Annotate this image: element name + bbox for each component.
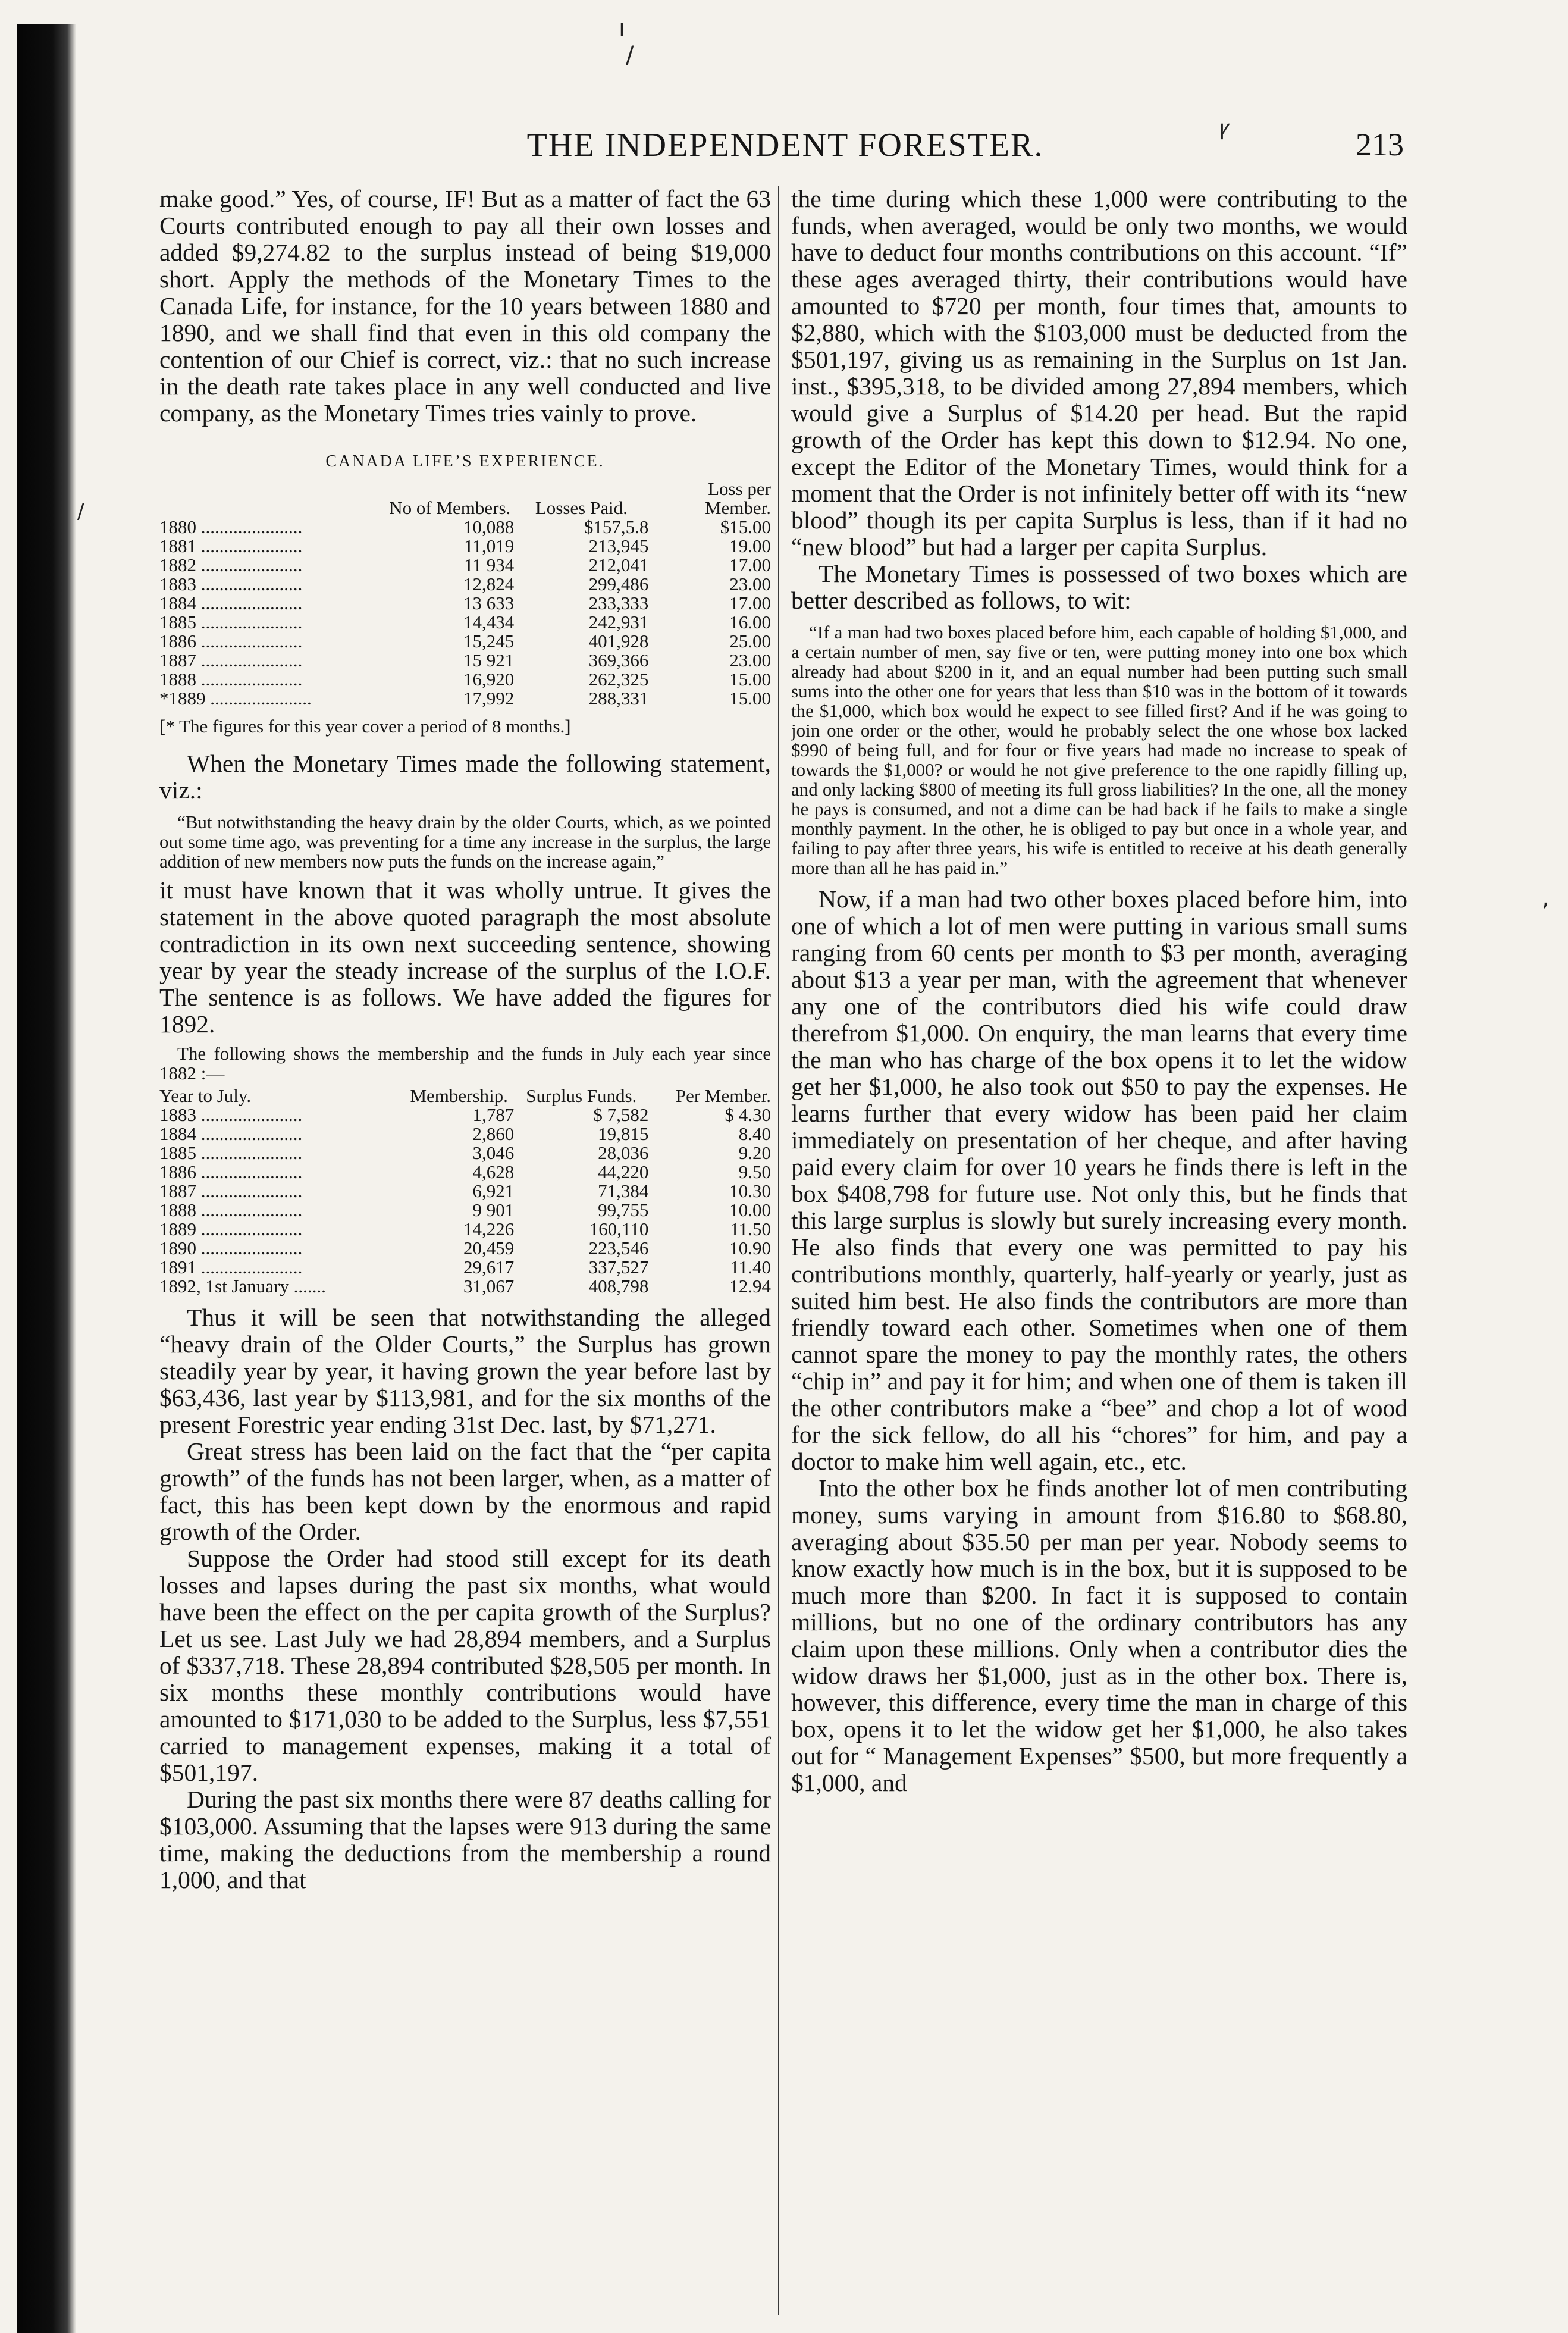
table-row [159, 670, 771, 689]
paragraph: Great stress has been laid on the fact that the “per capita growth” of the funds has not been larger, when, as a matter of fact, this has been kept down by the enormous and rapid growth of the Order. [159, 1438, 771, 1545]
table-cell: $157,5.8 [584, 516, 649, 537]
table-header: Surplus Funds. [526, 1085, 637, 1106]
membership-funds-table [159, 1086, 771, 1296]
margin-mark: ı [619, 14, 626, 42]
left-column [159, 186, 771, 1893]
table-cell: 369,366 [588, 650, 649, 671]
table-cell: 16.00 [729, 612, 771, 632]
table-row [159, 594, 771, 613]
table-cell: 11,019 [464, 536, 515, 556]
table-cell: 2,860 [472, 1123, 515, 1144]
table-header-row [159, 480, 771, 518]
table-cell: 1883 ...................... [159, 1106, 303, 1125]
table-cell: 17.00 [729, 555, 771, 575]
table-row [159, 1220, 771, 1239]
table-cell: 1882 ...................... [159, 556, 303, 575]
table-cell: 12.94 [729, 1276, 771, 1297]
table-cell: 14,226 [463, 1219, 515, 1239]
right-column [791, 186, 1407, 1796]
paragraph: Thus it will be seen that notwithstanding the alleged “heavy drain of the Older Courts,” the Surplus has grown steadily year by year, it having grown the year before last by $63,436, last year by $113,981, and for the six months of the present Forestric year ending 31st Dec. last, by $71,271. [159, 1304, 771, 1438]
table-cell: 14,434 [463, 612, 515, 632]
table-cell: 23.00 [729, 574, 771, 594]
table-cell: 1884 ...................... [159, 1125, 303, 1144]
table-cell: 1885 ...................... [159, 1144, 303, 1163]
table-cell: 15.00 [729, 669, 771, 690]
table-cell: 16,920 [463, 669, 515, 690]
table-header: Membership. [410, 1085, 508, 1106]
table-header: No of Members. [389, 497, 511, 518]
table-cell: 213,945 [588, 536, 649, 556]
table-cell: 10.90 [729, 1238, 771, 1258]
table-cell: 1889 ...................... [159, 1220, 303, 1239]
table-cell: 17,992 [463, 688, 515, 709]
table-row [159, 1163, 771, 1182]
table-cell: 223,546 [588, 1238, 649, 1258]
table-cell: 3,046 [472, 1142, 515, 1163]
table-footnote: [* The figures for this year cover a period of 8 months.] [159, 716, 571, 737]
table-header-row [159, 1086, 771, 1106]
block-quote: “But notwithstanding the heavy drain by the older Courts, which, as we pointed out some time ago, was preventing for a time any increase in the surplus, the large addition of new members now puts the funds on the increase again,” [159, 812, 771, 872]
table-header: Losses Paid. [535, 497, 628, 518]
table-cell: *1889 ...................... [159, 689, 312, 708]
table-cell: 15.00 [729, 688, 771, 709]
table-cell: 15,245 [463, 631, 515, 652]
block-quote: “If a man had two boxes placed before him, each capable of holding $1,000, and a certain number of men, say five or ten, were putting money into one box which already had about $200 in it, and an equal number had been putting such small sums into the other one for years that less than $10 was in the bottom of it towards the $1,000, which box would he expect to see filled first? And if he was going to join one order or the other, would he probably select the one whose box lacked $990 of being full, and for four or five years had made no increase to speak of towards the $1,000? or would he not give preference to the one rapidly filling up, and only lacking $800 of meeting its full gross liabilities? In the one, all the money he pays is consumed, and not a dime can be had back if he fails to make a single monthly payment. In the other, he is obliged to pay but once in a whole year, and failing to pay after three years, his wife is entitled to receive at his death generally more than all he has paid in.” [791, 622, 1407, 878]
table-cell: 233,333 [588, 593, 649, 613]
paragraph: make good.” Yes, of course, IF! But as a matter of fact the 63 Courts contributed enough to pay all their own losses and added $9,274.82 to the surplus instead of being $19,000 short. Apply the methods of the Monetary Times to the Canada Life, for instance, for the 10 years between 1880 and 1890, and we shall find that even in this old company the contention of our Chief is correct, viz.: that no such increase in the death rate takes place in any well conducted and live company, as the Monetary Times tries vainly to prove. [159, 185, 771, 427]
table-cell: 1886 ...................... [159, 632, 303, 651]
table-cell: 212,041 [588, 555, 649, 575]
column-rule [778, 186, 779, 2315]
margin-mark: , [1542, 884, 1550, 912]
table-cell: 12,824 [463, 574, 515, 594]
table-row [159, 1182, 771, 1201]
table-cell: 11.50 [730, 1219, 771, 1239]
canada-life-table [159, 480, 771, 708]
table-cell: 1888 ...................... [159, 670, 303, 689]
table-row [159, 1106, 771, 1125]
table-cell: 1884 ...................... [159, 594, 303, 613]
table-cell: $ 7,582 [593, 1104, 649, 1125]
table-cell: 19.00 [729, 536, 771, 556]
table-cell: 1891 ...................... [159, 1258, 303, 1277]
table-cell: 9 901 [472, 1200, 515, 1220]
table-row [159, 613, 771, 632]
table-cell: 19,815 [598, 1123, 649, 1144]
table-header: Per Member. [675, 1085, 771, 1106]
table-cell: 10.30 [729, 1180, 771, 1201]
paragraph: Suppose the Order had stood still except for its death losses and lapses during the past six months, what would have been the effect on the per capita growth of the Surplus? Let us see. Last July we had 28,894 members, and a Surplus of $337,718. These 28,894 contributed $28,505 per month. In six months these monthly contributions would have amounted to $171,030 to be added to the Surplus, less $7,551 carried to management expenses, making it a total of $501,197. [159, 1545, 771, 1786]
table-row [159, 689, 771, 708]
table-cell: 1881 ...................... [159, 537, 303, 556]
table-cell: 25.00 [729, 631, 771, 652]
table-intro: The following shows the membership and the funds in July each year since 1882 :— [159, 1043, 771, 1083]
publication-title: THE INDEPENDENT FORESTER. [526, 127, 1044, 164]
table-cell: 1880 ...................... [159, 518, 303, 537]
table-cell: 1888 ...................... [159, 1201, 303, 1220]
table-cell: 242,931 [588, 612, 649, 632]
table-cell: 10,088 [463, 516, 515, 537]
table-cell: 1892, 1st January ....... [159, 1277, 326, 1296]
paragraph: During the past six months there were 87 deaths calling for $103,000. Assuming that the lapses were 913 during the same time, making the deductions from the membership a round 1,000, and that [159, 1786, 771, 1893]
paragraph: the time during which these 1,000 were contributing to the funds, when averaged, would be only two months, we would have to deduct four months contributions on this account. “If” these ages averaged thirty, their contributions would have amounted to $720 per month, four times that, amounts to $2,880, which with the $103,000 must be deducted from the $501,197, giving us as remaining in the Surplus on 1st Jan. inst., $395,318, to be divided among 27,894 members, which would give a Surplus of $14.20 per head. But the rapid growth of the Order has kept this down to $12.94. No one, except the Editor of the Monetary Times, would think for a moment that the Order is not infinitely better off with its “new blood” though its per capita Surplus is less, than if it had no “new blood” but had a larger per capita Surplus. [791, 185, 1407, 560]
table-cell: 17.00 [729, 593, 771, 613]
margin-mark: ꝩ [1219, 116, 1230, 140]
table-cell: 1887 ...................... [159, 651, 303, 670]
table-row [159, 1258, 771, 1277]
table-row [159, 1239, 771, 1258]
table-cell: 99,755 [598, 1200, 649, 1220]
table-header [159, 480, 385, 518]
table-cell: 408,798 [588, 1276, 649, 1297]
table-cell: 44,220 [598, 1161, 649, 1182]
table-cell: $15.00 [720, 516, 771, 537]
table-cell: 8.40 [738, 1123, 771, 1144]
table-cell: 337,527 [588, 1257, 649, 1277]
table-cell: 288,331 [588, 688, 649, 709]
table-row [159, 632, 771, 651]
paragraph: Now, if a man had two other boxes placed before him, into one of which a lot of men were putting in various small sums ranging from 60 cents per month to $3 per month, averaging about $13 a year per man, with the agreement that whenever any one of the contributors died his wife could draw therefrom $1,000. On enquiry, the man learns that every time the man who has charge of the box opens it to let the widow get her $1,000, he also took out $50 to pay the expenses. He learns further that every widow has been paid her claim immediately on presentation of her cheque, and after having paid every claim for over 10 years he finds there is left in the box $408,798 for future use. Not only this, but he finds that this large surplus is slowly but surely increasing every month. He also finds that every one was permitted to pay his contributions monthly, quarterly, half-yearly or yearly, just as suited him best. He also finds the contributors are more than friendly toward each other. Sometimes when one of them cannot spare the money to pay the monthly rates, the others “chip in” and pay it for him; and when one of them is taken ill the other contributors make a “bee” and chop a lot of wood for the sick fellow, do all his “chores” for him, and pay a doctor to make him well again, etc., etc. [791, 885, 1407, 1475]
margin-mark: / [77, 500, 84, 524]
table-row [159, 518, 771, 537]
table-cell: 6,921 [472, 1180, 515, 1201]
margin-mark: / [626, 42, 634, 69]
table-cell: $ 4.30 [725, 1104, 771, 1125]
paragraph: Into the other box he finds another lot of men contributing money, sums varying in amount from $16.80 to $68.80, averaging about $35.50 per man per year. Nobody seems to know exactly how much is in the box, but it is supposed to be much more than $200. In fact it is supposed to contain millions, but no one of the ordinary contributors has any claim upon these millions. Only when a contributor dies the widow draws her $1,000, just as in the other box. There is, however, this difference, every time the man in charge of this box, opens it to let the widow get her $1,000, he also takes out for “ Management Expenses” $500, but more frequently a $1,000, and [791, 1474, 1407, 1796]
table-cell: 9.20 [738, 1142, 771, 1163]
table-cell: 20,459 [463, 1238, 515, 1258]
table-cell: 160,110 [589, 1219, 649, 1239]
table-cell: 1886 ...................... [159, 1163, 303, 1182]
table-row [159, 1125, 771, 1144]
table-header: Loss per Member. [704, 478, 771, 518]
table-cell: 71,384 [598, 1180, 649, 1201]
table-cell: 11.40 [730, 1257, 771, 1277]
table-cell: 1890 ...................... [159, 1239, 303, 1258]
paragraph: The Monetary Times is possessed of two boxes which are better described as follows, to wit: [791, 560, 1407, 614]
table-cell: 4,628 [472, 1161, 515, 1182]
table-cell: 10.00 [729, 1200, 771, 1220]
paragraph: When the Monetary Times made the following statement, viz.: [159, 750, 771, 804]
book-spine-shadow [17, 24, 76, 2333]
table-row [159, 651, 771, 670]
table-cell: 299,486 [588, 574, 649, 594]
table-row [159, 1144, 771, 1163]
table-cell: 31,067 [463, 1276, 515, 1297]
table-cell: 13 633 [463, 593, 515, 613]
table-cell: 23.00 [729, 650, 771, 671]
table-cell: 11 934 [464, 555, 515, 575]
table-cell: 401,928 [588, 631, 649, 652]
table-row [159, 556, 771, 575]
table-cell: 1887 ...................... [159, 1182, 303, 1201]
page-number: 213 [1356, 127, 1404, 162]
table-caption: CANADA LIFE’S EXPERIENCE. [325, 452, 605, 471]
paragraph: it must have known that it was wholly untrue. It gives the statement in the above quoted paragraph the most absolute contradiction in its own next succeeding sentence, showing year by year the steady increase of the surplus of the I.O.F. The sentence is as follows. We have added the figures for 1892. [159, 876, 771, 1038]
table-cell: 29,617 [463, 1257, 515, 1277]
table-cell: 28,036 [598, 1142, 649, 1163]
table-cell: 1885 ...................... [159, 613, 303, 632]
running-header [167, 126, 1404, 174]
table-header: Year to July. [159, 1085, 252, 1106]
table-row [159, 1201, 771, 1220]
table-cell: 262,325 [588, 669, 649, 690]
table-cell: 1,787 [472, 1104, 515, 1125]
table-row [159, 537, 771, 556]
table-row [159, 1277, 771, 1296]
table-cell: 1883 ...................... [159, 575, 303, 594]
table-cell: 9.50 [738, 1161, 771, 1182]
table-cell: 15 921 [463, 650, 515, 671]
table-row [159, 575, 771, 594]
